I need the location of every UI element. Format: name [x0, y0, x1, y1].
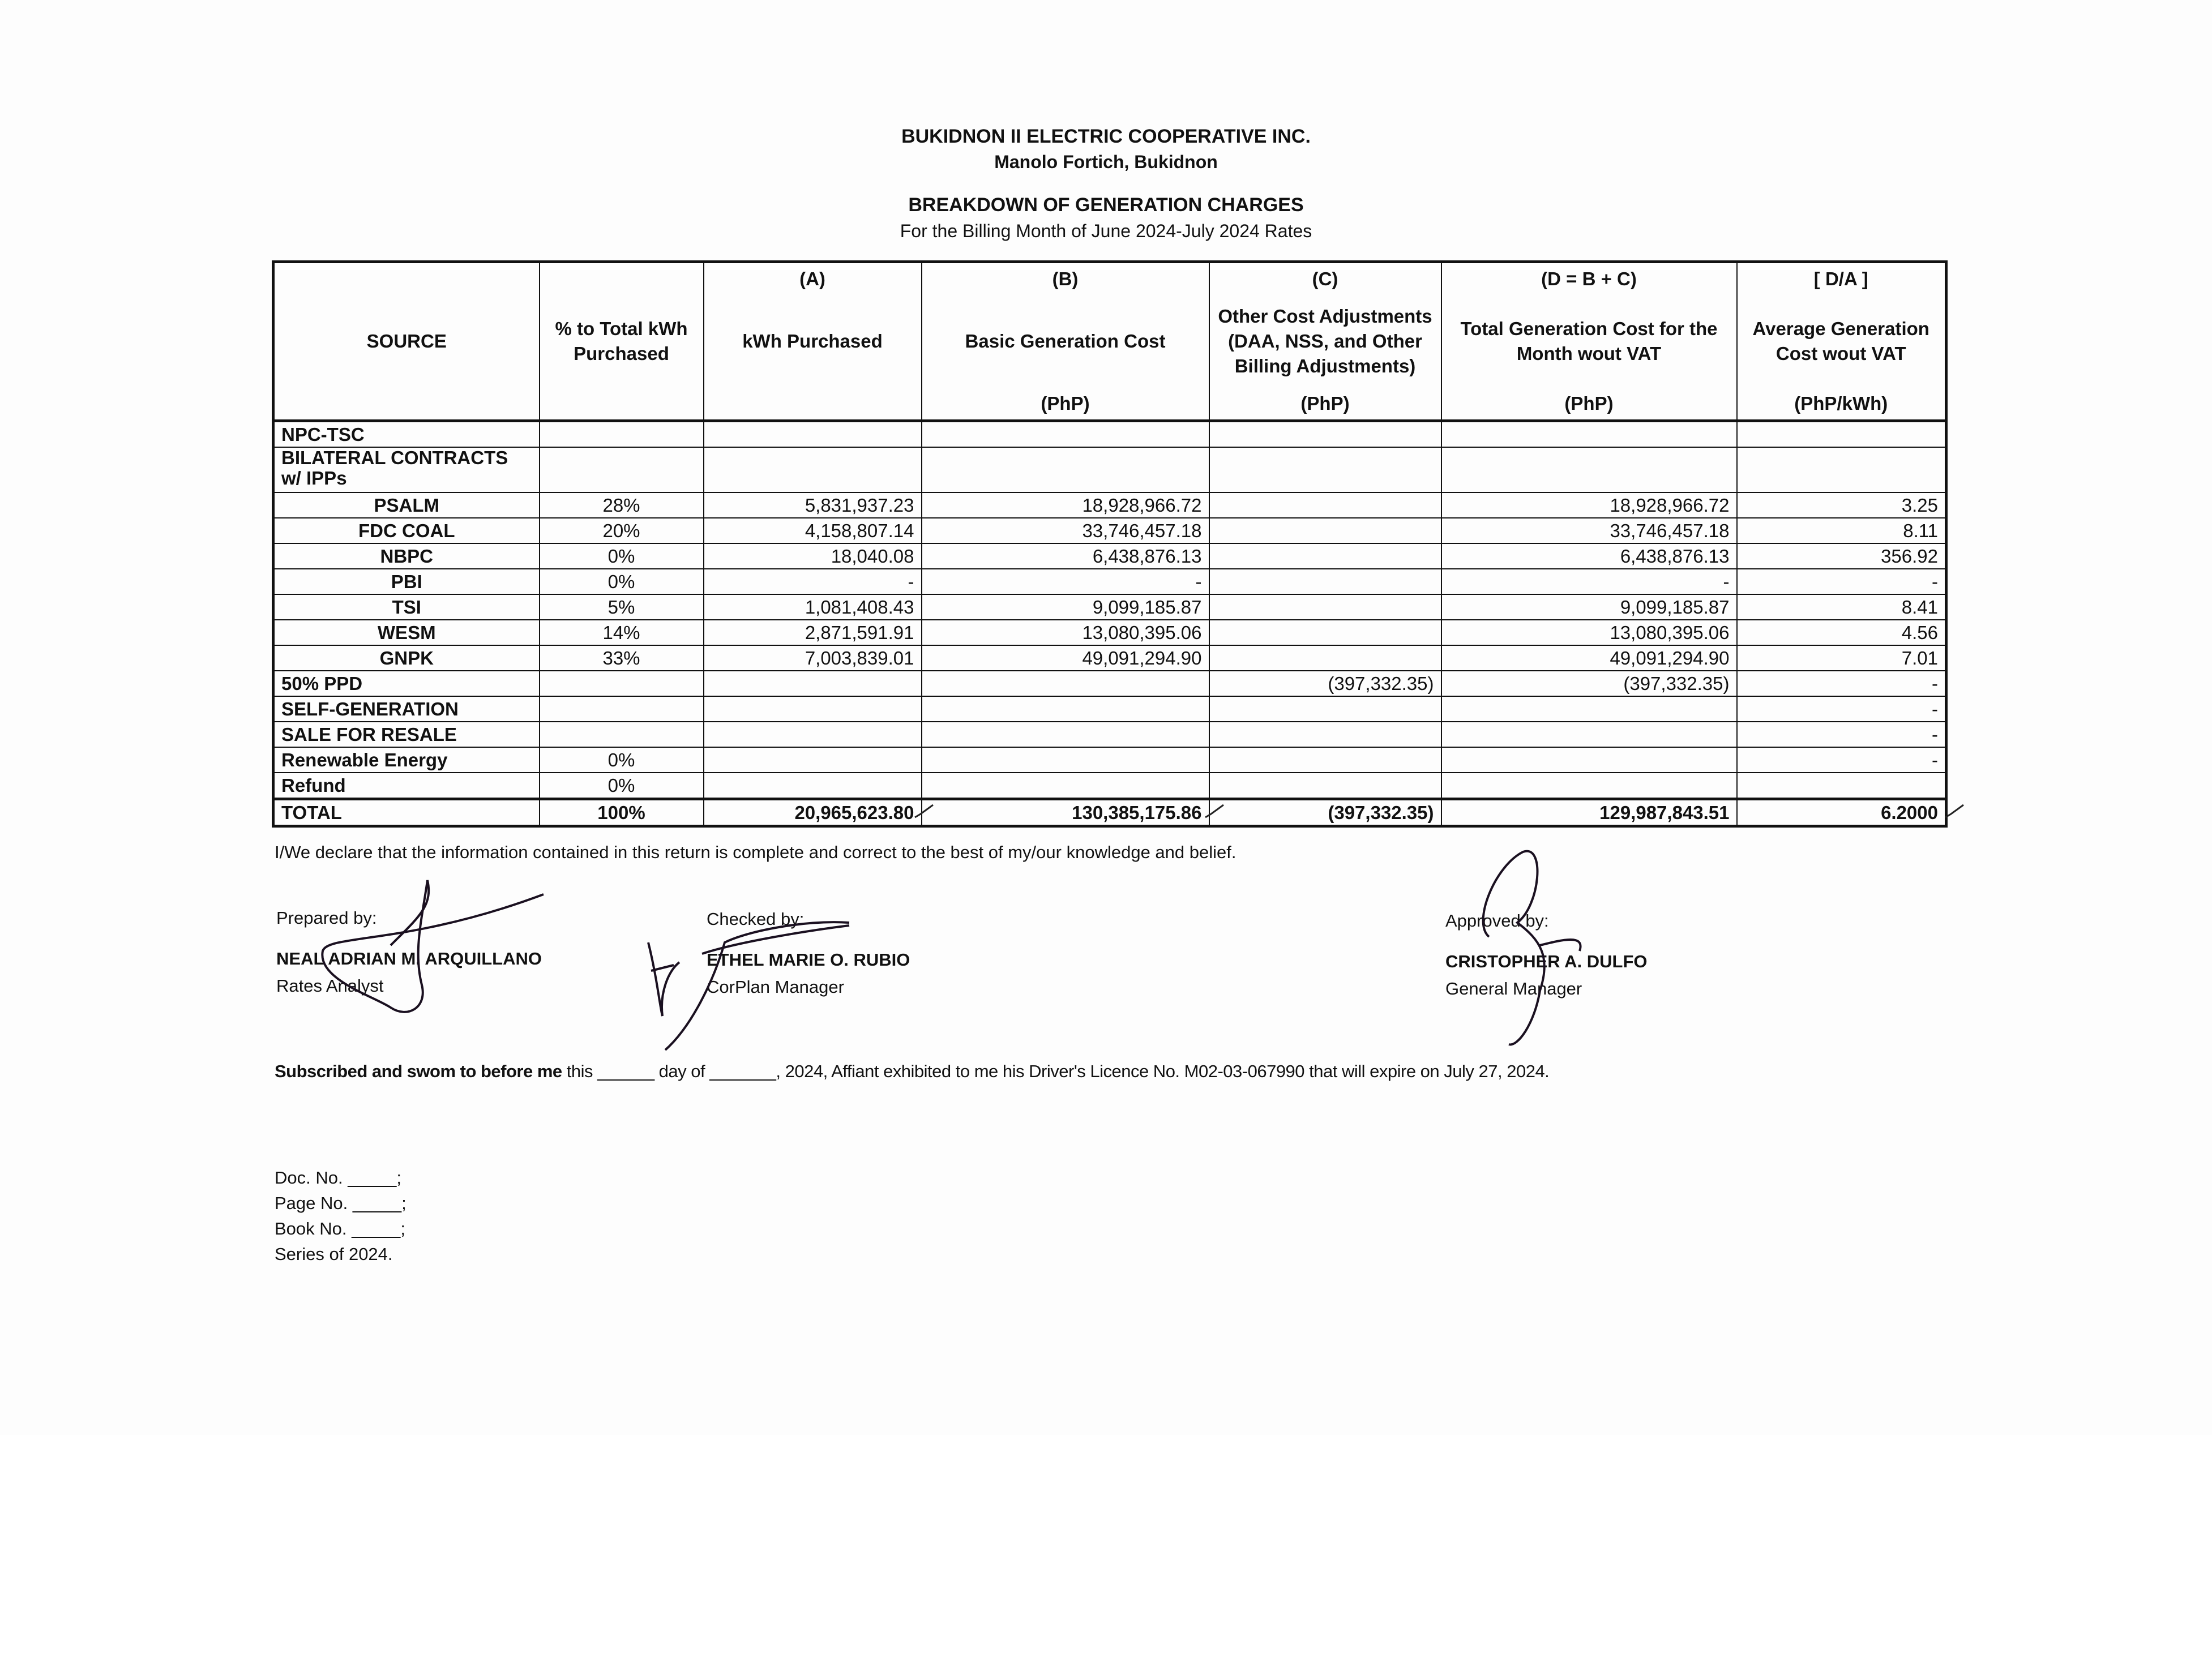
other-cell	[1209, 594, 1441, 620]
kwh-cell: 5,831,937.23	[704, 492, 922, 518]
table-row	[273, 421, 1946, 448]
other-cell	[1209, 421, 1441, 448]
kwh-cell: 7,003,839.01	[704, 645, 922, 671]
column-header-mid: kWh Purchased	[742, 331, 883, 352]
source-cell: PBI	[273, 569, 540, 594]
percent-cell	[540, 722, 704, 747]
total-cell: 49,091,294.90	[1441, 645, 1737, 671]
avg-cell: 4.56	[1737, 620, 1946, 645]
generation-charges-table	[272, 260, 1948, 828]
total-cell: 18,928,966.72	[1441, 492, 1737, 518]
other-cell	[1209, 645, 1441, 671]
source-cell: 50% PPD	[273, 671, 540, 696]
column-header	[1209, 262, 1441, 421]
checked-by-title: CorPlan Manager	[707, 977, 844, 997]
prepared-by-name: NEAL ADRIAN M. ARQUILLANO	[276, 949, 542, 968]
column-header-mid: Total Generation Cost for the Month wout VAT	[1460, 318, 1718, 364]
column-header	[1441, 262, 1737, 421]
checked-by-name: ETHEL MARIE O. RUBIO	[707, 950, 910, 970]
table-row	[273, 620, 1946, 645]
kwh-cell: 18,040.08	[704, 543, 922, 569]
source-cell: NBPC	[273, 543, 540, 569]
kwh-cell	[704, 722, 922, 747]
source-cell: SELF-GENERATION	[273, 696, 540, 722]
total-cell: 9,099,185.87	[1441, 594, 1737, 620]
column-header-mid: Basic Generation Cost	[965, 331, 1166, 352]
avg-cell: -	[1737, 696, 1946, 722]
column-header-top	[279, 267, 534, 292]
column-header-top	[545, 267, 699, 292]
approved-by-title: General Manager	[1445, 979, 1582, 998]
approved-by-label: Approved by:	[1445, 911, 1549, 931]
percent-cell: 0%	[540, 773, 704, 799]
total-cell	[1441, 421, 1737, 448]
table-row	[273, 696, 1946, 722]
percent-cell: 100%	[540, 799, 704, 826]
table-row	[273, 722, 1946, 747]
basic-cell	[922, 696, 1209, 722]
basic-cell	[922, 421, 1209, 448]
prepared-by-title: Rates Analyst	[276, 976, 384, 996]
total-cell	[1441, 447, 1737, 492]
avg-cell: -	[1737, 569, 1946, 594]
percent-cell	[540, 421, 704, 448]
prepared-by-label: Prepared by:	[276, 908, 377, 928]
other-cell	[1209, 696, 1441, 722]
avg-cell: -	[1737, 747, 1946, 773]
other-cell	[1209, 518, 1441, 543]
total-cell	[1441, 747, 1737, 773]
total-cell	[1441, 722, 1737, 747]
avg-cell: 8.11	[1737, 518, 1946, 543]
other-cell: (397,332.35)	[1209, 799, 1441, 826]
avg-cell	[1737, 447, 1946, 492]
column-header-top: (B)	[1052, 268, 1079, 289]
avg-cell: -	[1737, 722, 1946, 747]
column-header-bot: (PhP)	[1564, 393, 1614, 414]
table-row	[273, 447, 1946, 492]
avg-cell: 6.2000	[1737, 799, 1946, 826]
declaration-text: I/We declare that the information contained in this return is complete and correct to the best of my/our knowledge and belief.	[275, 842, 1237, 862]
percent-cell: 20%	[540, 518, 704, 543]
column-header-top: (C)	[1312, 268, 1338, 289]
other-cell	[1209, 492, 1441, 518]
avg-cell	[1737, 421, 1946, 448]
source-cell: TSI	[273, 594, 540, 620]
basic-cell: 33,746,457.18	[922, 518, 1209, 543]
source-cell: Refund	[273, 773, 540, 799]
percent-cell: 28%	[540, 492, 704, 518]
percent-cell: 33%	[540, 645, 704, 671]
basic-cell: 49,091,294.90	[922, 645, 1209, 671]
column-header	[704, 262, 922, 421]
basic-cell: -	[922, 569, 1209, 594]
source-cell: BILATERAL CONTRACTS w/ IPPs	[273, 447, 540, 492]
total-cell: 129,987,843.51	[1441, 799, 1737, 826]
source-cell: WESM	[273, 620, 540, 645]
basic-cell	[922, 671, 1209, 696]
document-subtitle: For the Billing Month of June 2024-July 2024 Rates	[900, 221, 1312, 241]
source-cell: TOTAL	[273, 799, 540, 826]
oath-rest: this ______ day of _______, 2024, Affiant exhibited to me his Driver's Licence No. M02-03-067990 that will expire on July 27, 2024.	[562, 1061, 1550, 1081]
percent-cell: 0%	[540, 747, 704, 773]
oath-lead: Subscribed and swom to before me	[275, 1061, 562, 1081]
kwh-cell	[704, 447, 922, 492]
kwh-cell: 2,871,591.91	[704, 620, 922, 645]
total-cell: -	[1441, 569, 1737, 594]
percent-cell	[540, 447, 704, 492]
percent-cell: 0%	[540, 569, 704, 594]
notary-series: Series of 2024.	[275, 1244, 393, 1264]
other-cell	[1209, 569, 1441, 594]
source-cell: Renewable Energy	[273, 747, 540, 773]
column-header-mid: Other Cost Adjustments (DAA, NSS, and Other Billing Adjustments)	[1218, 306, 1432, 376]
percent-cell	[540, 671, 704, 696]
other-cell: (397,332.35)	[1209, 671, 1441, 696]
column-header-bot: (PhP)	[1300, 393, 1350, 414]
document-title: BREAKDOWN OF GENERATION CHARGES	[908, 194, 1304, 216]
basic-cell	[922, 722, 1209, 747]
table-row	[273, 645, 1946, 671]
check-mark-icon	[913, 803, 935, 820]
column-header	[922, 262, 1209, 421]
table-row	[273, 518, 1946, 543]
total-cell: 13,080,395.06	[1441, 620, 1737, 645]
scan-bottom-margin	[0, 1435, 2212, 1680]
table-body	[273, 421, 1946, 826]
other-cell	[1209, 773, 1441, 799]
column-header	[273, 262, 540, 421]
organization-name: BUKIDNON II ELECTRIC COOPERATIVE INC.	[901, 126, 1311, 147]
source-cell: NPC-TSC	[273, 421, 540, 448]
other-cell	[1209, 620, 1441, 645]
checked-by-signature	[634, 908, 872, 1056]
column-header-top: (D = B + C)	[1541, 268, 1637, 289]
checked-by-label: Checked by:	[707, 909, 805, 929]
column-header-mid: Average Generation Cost wout VAT	[1752, 318, 1929, 364]
basic-cell: 13,080,395.06	[922, 620, 1209, 645]
avg-cell	[1737, 773, 1946, 799]
kwh-cell	[704, 773, 922, 799]
table-row	[273, 543, 1946, 569]
other-cell	[1209, 747, 1441, 773]
avg-cell: -	[1737, 671, 1946, 696]
kwh-cell	[704, 421, 922, 448]
percent-cell	[540, 696, 704, 722]
notary-page-no: Page No. _____;	[275, 1193, 407, 1213]
kwh-cell: 20,965,623.80	[704, 799, 922, 826]
column-header	[1737, 262, 1946, 421]
check-mark-icon	[1943, 803, 1966, 820]
check-mark-icon	[1203, 803, 1226, 820]
table-row	[273, 492, 1946, 518]
column-header-top: (A)	[799, 268, 825, 289]
other-cell	[1209, 447, 1441, 492]
total-cell: 33,746,457.18	[1441, 518, 1737, 543]
table-row	[273, 594, 1946, 620]
other-cell	[1209, 543, 1441, 569]
source-cell: GNPK	[273, 645, 540, 671]
notary-book-no: Book No. _____;	[275, 1219, 405, 1238]
basic-cell: 18,928,966.72	[922, 492, 1209, 518]
table-header-row	[273, 262, 1946, 421]
source-cell: SALE FOR RESALE	[273, 722, 540, 747]
source-cell: PSALM	[273, 492, 540, 518]
column-header-mid: SOURCE	[366, 331, 447, 352]
total-cell	[1441, 773, 1737, 799]
total-cell	[1441, 696, 1737, 722]
approved-by-name: CRISTOPHER A. DULFO	[1445, 952, 1648, 971]
basic-cell: 6,438,876.13	[922, 543, 1209, 569]
other-cell	[1209, 722, 1441, 747]
percent-cell: 0%	[540, 543, 704, 569]
column-header-mid: % to Total kWh Purchased	[555, 318, 688, 364]
basic-cell	[922, 747, 1209, 773]
total-row	[273, 799, 1946, 826]
column-header-bot: (PhP)	[1041, 393, 1090, 414]
basic-cell	[922, 773, 1209, 799]
avg-cell: 3.25	[1737, 492, 1946, 518]
oath-statement	[275, 1061, 1549, 1082]
kwh-cell	[704, 696, 922, 722]
avg-cell: 8.41	[1737, 594, 1946, 620]
kwh-cell: 4,158,807.14	[704, 518, 922, 543]
table-row	[273, 671, 1946, 696]
kwh-cell: 1,081,408.43	[704, 594, 922, 620]
percent-cell: 5%	[540, 594, 704, 620]
avg-cell: 7.01	[1737, 645, 1946, 671]
organization-address: Manolo Fortich, Bukidnon	[994, 152, 1218, 172]
kwh-cell: -	[704, 569, 922, 594]
column-header-top: [ D/A ]	[1813, 268, 1868, 289]
basic-cell	[922, 447, 1209, 492]
table-row	[273, 569, 1946, 594]
total-cell: 6,438,876.13	[1441, 543, 1737, 569]
kwh-cell	[704, 747, 922, 773]
approved-by-signature	[1455, 843, 1625, 1053]
table-row	[273, 747, 1946, 773]
source-cell: FDC COAL	[273, 518, 540, 543]
basic-cell: 130,385,175.86	[922, 799, 1209, 826]
percent-cell: 14%	[540, 620, 704, 645]
prepared-by-signature	[306, 866, 566, 1019]
kwh-cell	[704, 671, 922, 696]
table-row	[273, 773, 1946, 799]
column-header	[540, 262, 704, 421]
notary-doc-no: Doc. No. _____;	[275, 1168, 402, 1188]
basic-cell: 9,099,185.87	[922, 594, 1209, 620]
total-cell: (397,332.35)	[1441, 671, 1737, 696]
avg-cell: 356.92	[1737, 543, 1946, 569]
column-header-bot: (PhP/kWh)	[1794, 393, 1888, 414]
